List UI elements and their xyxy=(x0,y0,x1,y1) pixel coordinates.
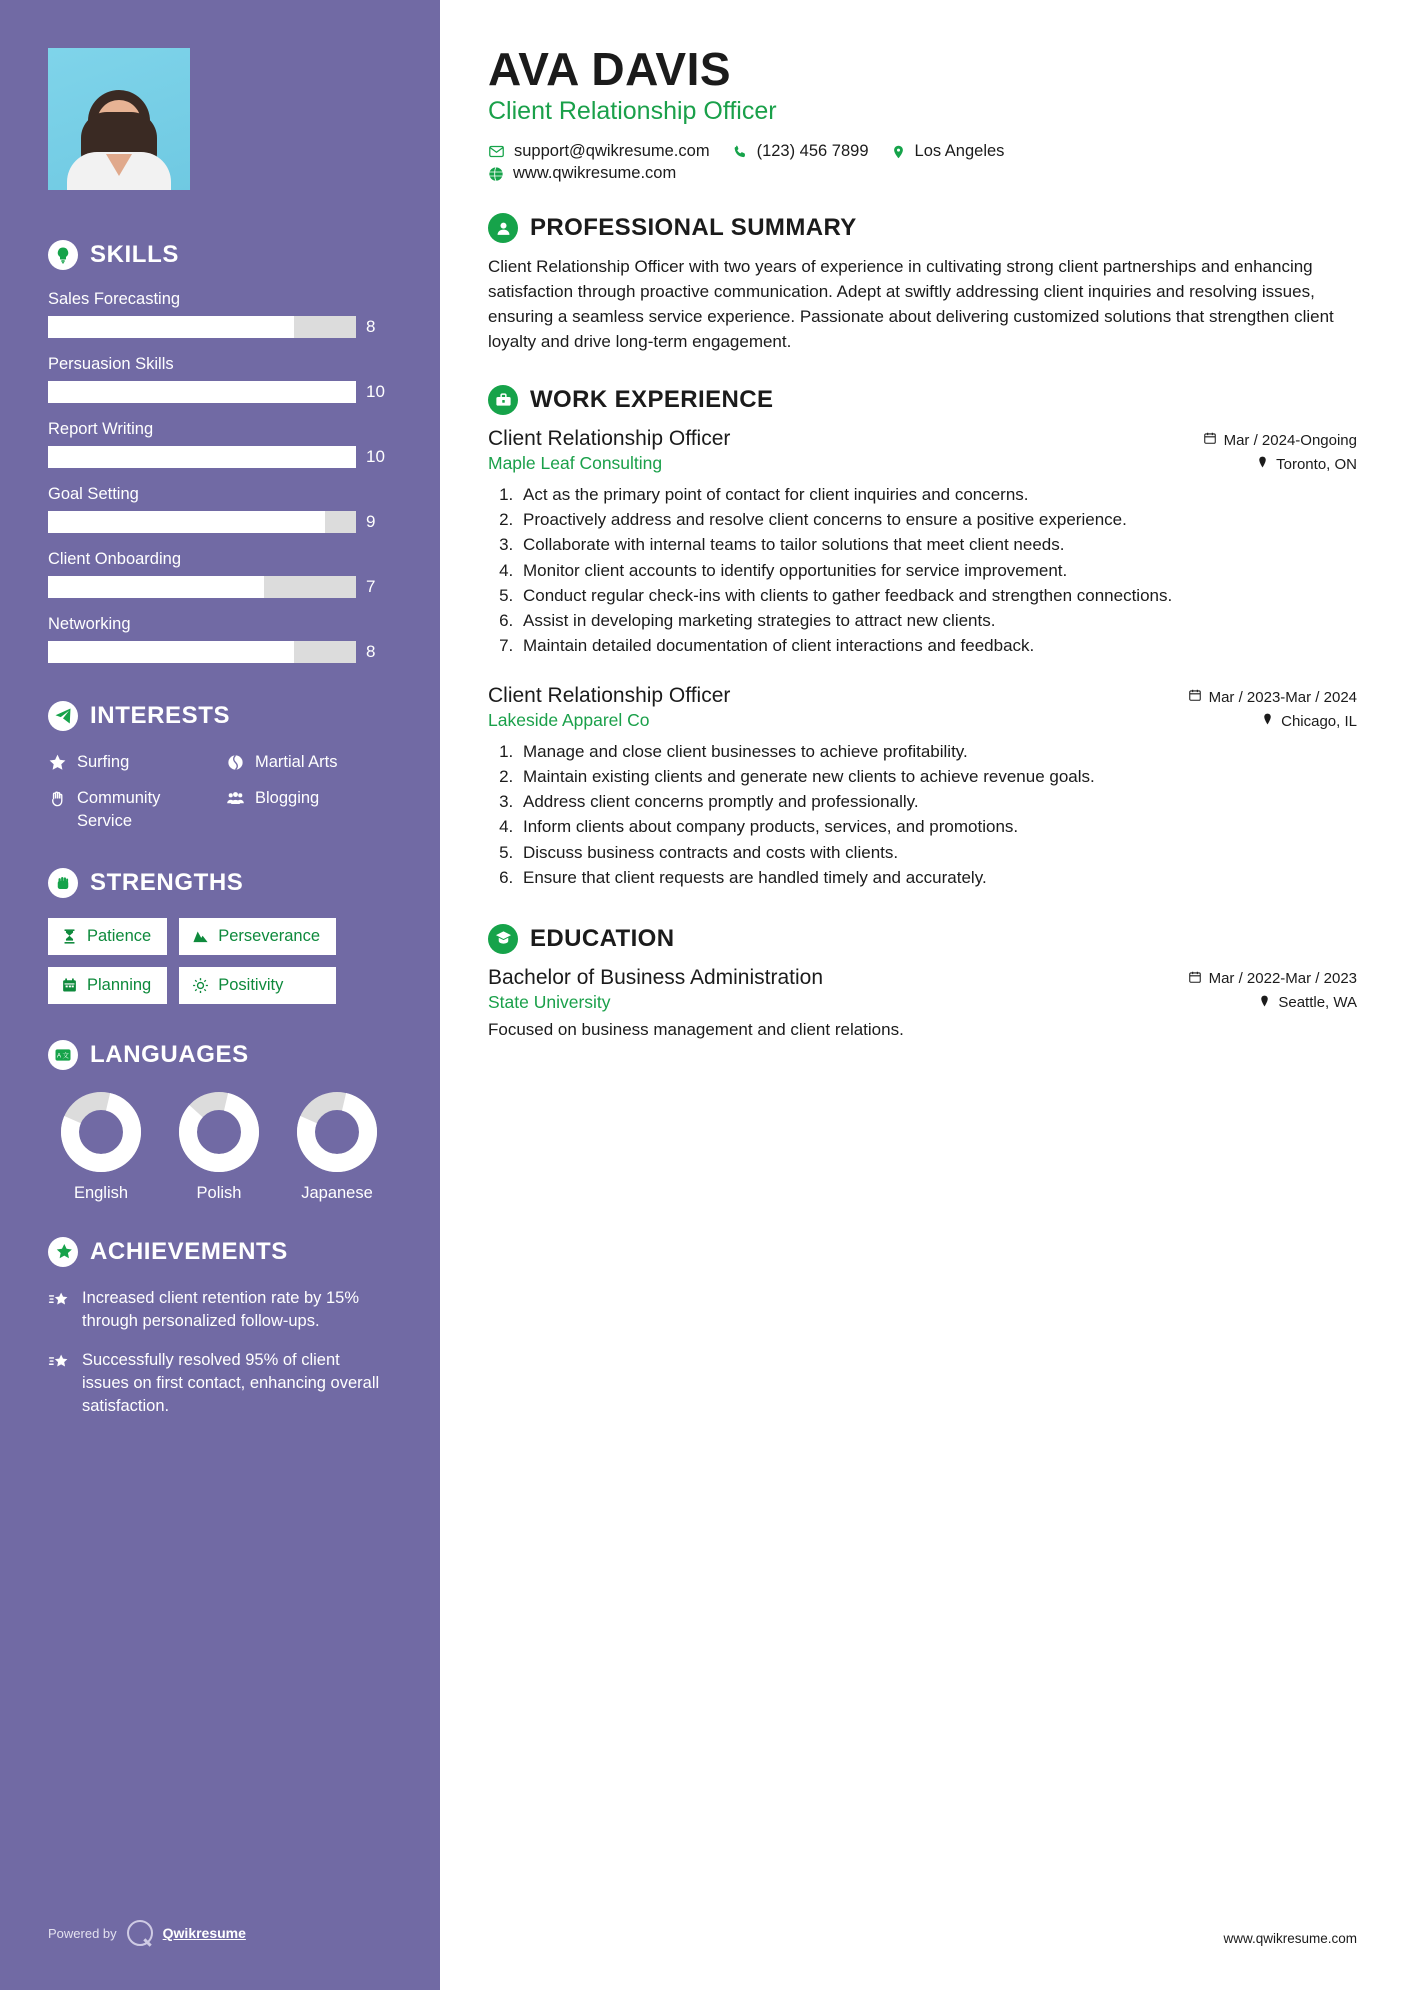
hand-icon xyxy=(48,787,68,808)
achievement-item xyxy=(48,1287,390,1333)
contact-row-1 xyxy=(488,142,1357,161)
strength-label: Planning xyxy=(87,975,152,994)
job-location-text: Chicago, IL xyxy=(1281,712,1357,730)
interest-item xyxy=(48,787,212,832)
job-entry xyxy=(488,684,1357,890)
powered-by-label: Powered by xyxy=(48,1925,117,1941)
summary-text: Client Relationship Officer with two years of experience in cultivating strong client partnerships and enhancing satisfaction through proactive communication. Adept at swiftly addressing client inquiries and resolving issues, ensuring a seamless service experience. Passionate about delivering customized solutions that strengthen client loyalty and drive long-term engagement. xyxy=(488,257,1334,352)
avatar xyxy=(48,48,190,190)
graduation-cap-icon xyxy=(488,924,518,954)
interest-item xyxy=(226,751,390,773)
job-bullets xyxy=(518,483,1357,658)
contact-location-text: Los Angeles xyxy=(914,142,1005,161)
language-donut-chart xyxy=(295,1090,379,1174)
strength-label: Patience xyxy=(87,926,152,945)
briefcase-icon xyxy=(488,385,518,415)
strengths-list xyxy=(48,918,390,1004)
skill-value: 9 xyxy=(366,512,376,531)
svg-text:文: 文 xyxy=(62,1052,69,1060)
language-item xyxy=(166,1090,272,1203)
calendar-icon xyxy=(1188,688,1202,706)
skill-item xyxy=(48,550,390,598)
interest-label: Community Service xyxy=(77,789,161,830)
people-group-icon xyxy=(226,787,246,808)
skill-item xyxy=(48,485,390,533)
skill-label: Networking xyxy=(48,615,131,633)
skill-value: 8 xyxy=(366,642,376,661)
education-location-text: Seattle, WA xyxy=(1278,994,1357,1012)
qwikresume-logo-icon xyxy=(127,1920,153,1946)
strengths-title: STRENGTHS xyxy=(90,868,244,896)
language-label: Japanese xyxy=(301,1183,373,1202)
interest-label: Martial Arts xyxy=(255,753,338,771)
skill-label: Sales Forecasting xyxy=(48,290,181,308)
skill-bar-track xyxy=(48,381,356,403)
skill-label: Persuasion Skills xyxy=(48,355,174,373)
martial-arts-icon xyxy=(226,751,246,772)
language-donut-chart xyxy=(59,1090,143,1174)
skill-item xyxy=(48,355,390,403)
education-description: Focused on business management and client relations. xyxy=(488,1019,904,1039)
languages-title: LANGUAGES xyxy=(90,1040,249,1068)
fist-icon xyxy=(48,868,78,898)
job-dates xyxy=(1203,431,1357,449)
language-label: Polish xyxy=(196,1183,242,1202)
hourglass-icon xyxy=(61,928,78,945)
mountain-icon xyxy=(192,928,209,945)
summary-header xyxy=(488,213,1357,243)
education-dates xyxy=(1188,970,1357,988)
job-bullet: 2. Proactively address and resolve client concerns to ensure a positive experience. xyxy=(518,508,1357,532)
map-marker-icon xyxy=(1256,455,1269,473)
user-circle-icon xyxy=(488,213,518,243)
skill-label: Report Writing xyxy=(48,420,154,438)
phone-icon xyxy=(732,144,748,160)
job-role-subtitle: Client Relationship Officer xyxy=(488,97,777,126)
contact-email[interactable] xyxy=(488,142,710,161)
job-bullet: 5. Conduct regular check-ins with clients to gather feedback and strengthen connections. xyxy=(518,584,1357,608)
degree-title: Bachelor of Business Administration xyxy=(488,965,824,989)
strength-item xyxy=(48,918,167,955)
strength-label: Perseverance xyxy=(218,926,321,945)
skill-bar-track xyxy=(48,511,356,533)
skill-item xyxy=(48,290,390,338)
contact-location xyxy=(891,142,1005,161)
strengths-section xyxy=(48,868,390,1004)
job-bullet: 3. Address client concerns promptly and professionally. xyxy=(518,790,1357,814)
job-dates-text: Mar / 2024-Ongoing xyxy=(1223,431,1357,449)
skill-value: 10 xyxy=(366,447,385,466)
language-label: English xyxy=(73,1183,129,1202)
languages-list xyxy=(48,1090,390,1203)
skill-bar-fill xyxy=(48,641,294,663)
education-entry xyxy=(488,966,1357,1040)
contact-row-2 xyxy=(488,164,1357,183)
translate-icon xyxy=(48,1040,78,1070)
interests-section xyxy=(48,701,390,832)
achievement-text: Increased client retention rate by 15% through personalized follow-ups. xyxy=(82,1288,359,1330)
skill-bar-track xyxy=(48,576,356,598)
contact-website[interactable] xyxy=(488,164,676,183)
job-location xyxy=(1261,712,1357,730)
language-item xyxy=(48,1090,154,1203)
achievement-item xyxy=(48,1349,390,1417)
interest-item xyxy=(48,751,212,773)
languages-header xyxy=(48,1040,390,1070)
education-dates-text: Mar / 2022-Mar / 2023 xyxy=(1208,970,1357,988)
work-header xyxy=(488,385,1357,415)
job-bullet: 6. Ensure that client requests are handled timely and accurately. xyxy=(518,866,1357,890)
job-dates xyxy=(1188,688,1357,706)
svg-text:A: A xyxy=(56,1052,62,1060)
interest-label: Surfing xyxy=(77,753,130,771)
strengths-header xyxy=(48,868,390,898)
education-title: EDUCATION xyxy=(530,924,675,952)
job-bullet: 2. Maintain existing clients and generate new clients to achieve revenue goals. xyxy=(518,765,1357,789)
job-bullet: 3. Collaborate with internal teams to tailor solutions that meet client needs. xyxy=(518,533,1357,557)
map-marker-icon xyxy=(1261,712,1274,730)
skill-value: 8 xyxy=(366,317,376,336)
job-entry xyxy=(488,427,1357,658)
skill-bar-fill xyxy=(48,511,325,533)
summary-title: PROFESSIONAL SUMMARY xyxy=(530,214,857,242)
skill-bar-fill xyxy=(48,316,294,338)
contact-email-text: support@qwikresume.com xyxy=(514,142,710,161)
skill-bar-fill xyxy=(48,446,356,468)
job-company: Lakeside Apparel Co xyxy=(488,710,650,731)
job-dates-text: Mar / 2023-Mar / 2024 xyxy=(1208,688,1357,706)
globe-icon xyxy=(488,166,504,182)
star-icon xyxy=(48,751,68,772)
lightbulb-icon xyxy=(48,240,78,270)
main-footer-url: www.qwikresume.com xyxy=(1223,1931,1357,1946)
strength-label: Positivity xyxy=(218,975,284,994)
calendar-icon xyxy=(1188,970,1202,988)
job-bullet: 5. Discuss business contracts and costs with clients. xyxy=(518,841,1357,865)
interests-header xyxy=(48,701,390,731)
interest-label: Blogging xyxy=(255,789,320,808)
education-section xyxy=(488,924,1357,1040)
contact-phone[interactable] xyxy=(732,142,869,161)
sun-icon xyxy=(192,977,209,994)
skills-section xyxy=(48,240,390,663)
powered-by-footer xyxy=(48,1920,246,1946)
interests-list xyxy=(48,751,390,832)
skill-label: Client Onboarding xyxy=(48,550,181,568)
job-bullets xyxy=(518,740,1357,890)
job-bullet: 4. Monitor client accounts to identify opportunities for service improvement. xyxy=(518,559,1357,583)
page-title: AVA DAVIS xyxy=(488,43,732,95)
interest-item xyxy=(226,787,390,832)
achievements-title: ACHIEVEMENTS xyxy=(90,1237,288,1265)
location-pin-icon xyxy=(891,144,906,160)
skill-bar-track xyxy=(48,446,356,468)
language-item xyxy=(284,1090,390,1203)
job-bullet: 1. Manage and close client businesses to achieve profitability. xyxy=(518,740,1357,764)
achievement-text: Successfully resolved 95% of client issues on first contact, enhancing overall satisfaction. xyxy=(82,1351,380,1415)
skill-bar-track xyxy=(48,316,356,338)
job-bullet: 4. Inform clients about company products, services, and promotions. xyxy=(518,815,1357,839)
sidebar xyxy=(0,0,440,1990)
shooting-star-icon xyxy=(48,1349,70,1378)
skill-value: 7 xyxy=(366,577,376,596)
job-title: Client Relationship Officer xyxy=(488,427,731,451)
skill-item xyxy=(48,615,390,663)
strength-item xyxy=(179,918,336,955)
map-marker-icon xyxy=(1258,994,1271,1012)
job-bullet: 7. Maintain detailed documentation of client interactions and feedback. xyxy=(518,634,1357,658)
skill-item xyxy=(48,420,390,468)
languages-section xyxy=(48,1040,390,1203)
paper-plane-icon xyxy=(48,701,78,731)
job-company: Maple Leaf Consulting xyxy=(488,453,663,474)
envelope-icon xyxy=(488,143,505,160)
strength-item xyxy=(48,967,167,1004)
skill-value: 10 xyxy=(366,382,385,401)
job-title: Client Relationship Officer xyxy=(488,684,731,708)
calendar-icon xyxy=(61,977,78,994)
job-bullet: 1. Act as the primary point of contact for client inquiries and concerns. xyxy=(518,483,1357,507)
star-badge-icon xyxy=(48,1237,78,1267)
skill-label: Goal Setting xyxy=(48,485,139,503)
education-header xyxy=(488,924,1357,954)
work-experience-section xyxy=(488,385,1357,890)
skills-title: SKILLS xyxy=(90,241,179,268)
achievements-section xyxy=(48,1237,390,1418)
calendar-icon xyxy=(1203,431,1217,449)
contact-phone-text: (123) 456 7899 xyxy=(756,142,869,161)
skills-header xyxy=(48,240,390,270)
job-bullet: 6. Assist in developing marketing strategies to attract new clients. xyxy=(518,609,1357,633)
school-name: State University xyxy=(488,991,611,1012)
contact-website-text: www.qwikresume.com xyxy=(513,164,677,183)
strength-item xyxy=(179,967,336,1004)
education-location xyxy=(1258,994,1357,1012)
skills-list xyxy=(48,290,390,663)
skill-bar-fill xyxy=(48,576,264,598)
job-location xyxy=(1256,455,1357,473)
language-donut-chart xyxy=(177,1090,261,1174)
skill-bar-fill xyxy=(48,381,356,403)
interests-title: INTERESTS xyxy=(90,702,231,729)
achievements-header xyxy=(48,1237,390,1267)
professional-summary-section xyxy=(488,213,1357,355)
shooting-star-icon xyxy=(48,1287,70,1316)
skill-bar-track xyxy=(48,641,356,663)
avatar-person xyxy=(63,86,175,190)
work-title: WORK EXPERIENCE xyxy=(530,386,774,414)
main-content xyxy=(440,0,1407,1990)
job-location-text: Toronto, ON xyxy=(1276,455,1357,473)
qwikresume-link[interactable]: Qwikresume xyxy=(162,1925,246,1941)
